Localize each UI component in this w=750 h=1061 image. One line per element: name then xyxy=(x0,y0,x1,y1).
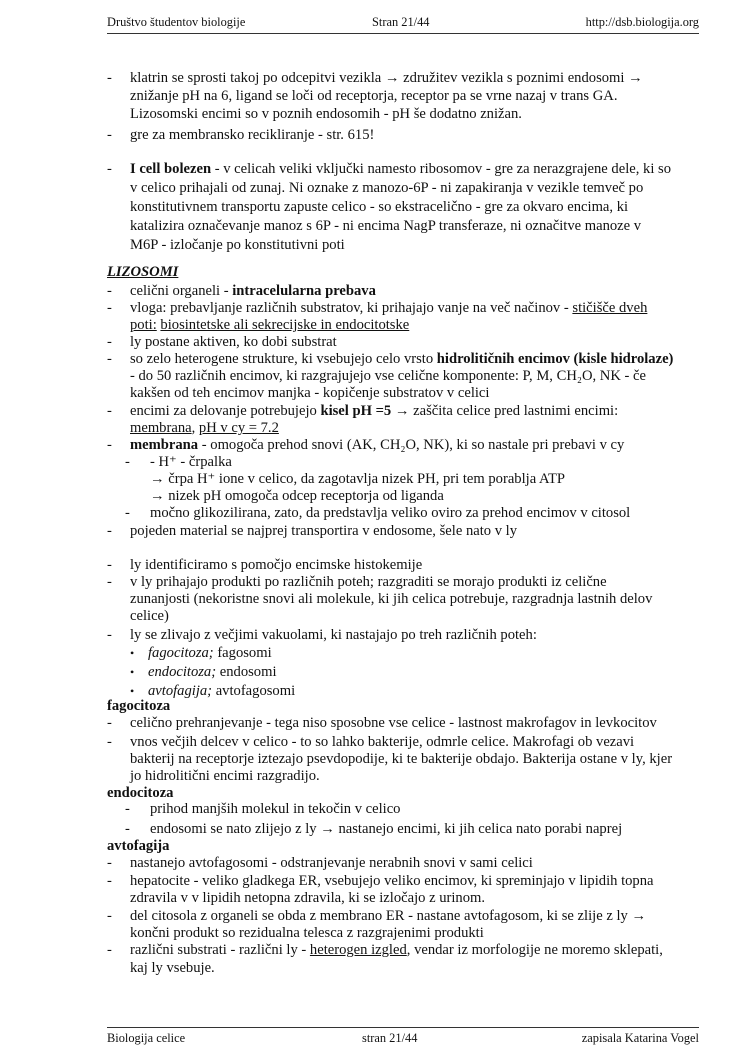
text-line: - do 50 različnih encimov, ki razgrajujejo vse celične komponente: P, M, CH₂O, NK - če xyxy=(130,368,646,384)
text-line xyxy=(130,420,750,437)
text-line: → črpa H⁺ ione v celico, da zagotavlja nizek PH, pri tem porablja ATP xyxy=(150,471,565,487)
text-line: vnos večjih delcev v celico - to so lahko bakterije, odmrle celice. Makrofagi ob vezavi xyxy=(130,734,635,750)
dash: - xyxy=(107,855,112,871)
text-line: katalizira označevanje manoz s 6P - ni encima NagP transferaze, ni označitve manoze v xyxy=(130,218,642,234)
dash: - xyxy=(107,127,112,143)
text-span: endosomi xyxy=(216,664,277,680)
text-span: fagosomi xyxy=(213,645,272,661)
header-left: Društvo študentov biologije xyxy=(107,15,246,29)
footer-center: stran 21/44 xyxy=(362,1031,418,1045)
text-line: zunanjosti (nekoristne snovi ali molekule, ki jih celica potrebuje, razgradnja lastnih delov xyxy=(130,591,653,607)
dash: - xyxy=(107,300,112,316)
dash: - xyxy=(107,715,112,731)
dash: - xyxy=(107,574,112,590)
dash: - xyxy=(107,334,112,350)
text-line: - H⁺ - črpalka xyxy=(150,454,232,470)
text-line: ly identificiramo s pomočjo encimske histokemije xyxy=(130,557,423,573)
text-line: v celico prihajali od zunaj. Ni oznake z manozo-6P - ni zapakiranja v vezikle temveč po xyxy=(130,180,644,196)
text-line xyxy=(130,317,750,334)
text-span: zaščita celice pred lastnimi encimi: xyxy=(409,403,619,419)
text-line: znižanje pH na 6, ligand se loči od receptorja, receptor pa se vrne nazaj v trans GA. xyxy=(130,88,618,104)
dash: - xyxy=(107,351,112,367)
text-line: Lizosomski encimi so v poznih endosomih - pH še dodatno znižan. xyxy=(130,106,522,122)
text-line: konstitutivnem transportu zapuste celico - so ekstracelično - gre za okvaro encima, ki xyxy=(130,199,629,215)
text-span: vloga: prebavljanje različnih substratov, ki prihajajo vanje na več načinov - xyxy=(130,300,573,316)
text-line xyxy=(130,351,750,368)
text-span: - v celicah veliki vključki namesto ribosomov - gre za nerazgrajene dele, ki so xyxy=(211,161,672,177)
text-span: avtofagija; xyxy=(148,683,213,699)
dash: - xyxy=(125,801,130,817)
dash: - xyxy=(107,70,112,86)
subheading-avtofagija: avtofagija xyxy=(107,838,170,854)
text-line xyxy=(130,283,750,300)
text-span: , xyxy=(191,420,196,436)
dash: - xyxy=(107,161,112,177)
bullet: • xyxy=(130,684,135,698)
footer-left: Biologija celice xyxy=(107,1031,186,1045)
text-line: prihod manjših molekul in tekočin v celico xyxy=(150,801,401,817)
text-span: poti: xyxy=(130,317,157,333)
header-center: Stran 21/44 xyxy=(372,15,430,29)
bullet: • xyxy=(130,665,135,679)
text-line xyxy=(130,942,750,959)
text-line: v ly prihajajo produkti po različnih poteh; razgraditi se morajo produkti iz celične xyxy=(130,574,607,590)
text-line xyxy=(130,300,750,317)
dash: - xyxy=(125,821,130,837)
page-footer xyxy=(107,1027,699,1049)
page-header xyxy=(107,15,699,34)
subheading-endocitoza: endocitoza xyxy=(107,785,174,801)
text-span: različni substrati - različni ly - xyxy=(130,942,310,958)
text-line: jo hidrolitični encimi razgradijo. xyxy=(130,768,320,784)
text-line: pojeden material se najprej transportira v endosome, šele nato v ly xyxy=(130,523,518,539)
text-line: hepatocite - veliko gladkega ER, vsebujejo veliko encimov, ki spreminjajo v lipidih topna xyxy=(130,873,654,889)
text-line: M6P - izločanje po konstitutivni poti xyxy=(130,237,345,253)
text-span: fagocitoza; xyxy=(148,645,214,661)
text-line: → nizek pH omogoča odcep receptorja od liganda xyxy=(150,488,444,504)
text-line xyxy=(148,645,750,662)
text-span: pH v cy = 7.2 xyxy=(198,420,279,436)
dash: - xyxy=(107,283,112,299)
text-line xyxy=(130,161,750,178)
text-line: endosomi se nato zlijejo z ly → nastanejo encimi, ki jih celica nato porabi naprej xyxy=(150,821,623,837)
text-line: klatrin se sprosti takoj po odcepitvi vezikla → združitev vezikla s poznimi endosomi → xyxy=(130,70,643,86)
dash: - xyxy=(107,627,112,643)
text-line: nastanejo avtofagosomi - odstranjevanje nerabnih snovi v sami celici xyxy=(130,855,533,871)
text-span: so zelo heterogene strukture, ki vsebujejo celo vrsto xyxy=(130,351,437,367)
text-span: membrana xyxy=(130,420,192,436)
footer-right: zapisala Katarina Vogel xyxy=(581,1031,699,1045)
text-span: celični organeli - xyxy=(130,283,233,299)
text-span: - omogoča prehod snovi (AK, CH₂O, NK), ki so nastale pri prebavi v cy xyxy=(198,437,625,453)
text-line: ly se zlivajo z večjimi vakuolami, ki nastajajo po treh različnih poteh: xyxy=(130,627,537,643)
dash: - xyxy=(107,437,112,453)
text-span: kisel pH =5 → xyxy=(320,403,410,419)
text-line: močno glikozilirana, zato, da predstavlja veliko oviro za prehod encimov v citosol xyxy=(150,505,631,521)
text-line: celično prehranjevanje - tega niso sposobne vse celice - lastnost makrofagov in levkocitov xyxy=(130,715,657,731)
text-line: bakterij na receptorje iztezajo psevdopodije, ki te bakterije obdajo. Bakterija ostane v ly, kjer xyxy=(130,751,673,767)
dash: - xyxy=(107,873,112,889)
text-line: gre za membransko recikliranje - str. 615! xyxy=(130,127,375,143)
text-span: , vendar iz morfologije ne moremo sklepati, xyxy=(406,942,663,958)
text-span: biosintetske ali sekrecijske in endocitotske xyxy=(160,317,410,333)
text-line: kakšen od teh encimov manjka - kopičenje substratov v celici xyxy=(130,385,490,401)
dash: - xyxy=(107,557,112,573)
dash: - xyxy=(125,505,130,521)
text-line: končni produkt so rezidualna telesca z razgrajenimi produkti xyxy=(130,925,484,941)
dash: - xyxy=(107,403,112,419)
text-span: hidrolitičnih encimov (kisle hidrolaze) xyxy=(436,351,674,367)
text-span: stičišče dveh xyxy=(572,300,648,316)
text-span: intracelularna prebava xyxy=(232,283,376,299)
text-span: encimi za delovanje potrebujejo xyxy=(130,403,321,419)
text-span: membrana xyxy=(130,437,199,453)
section-heading: LIZOSOMI xyxy=(107,264,179,280)
dash: - xyxy=(107,942,112,958)
text-line xyxy=(148,683,750,700)
text-line xyxy=(130,437,750,454)
term-i-cell: I cell bolezen xyxy=(130,161,212,177)
text-line: zdravila v v lipidih netopna zdravila, ki se izločajo z urinom. xyxy=(130,890,486,906)
text-line: del citosola z organeli se obda z membrano ER - nastane avtofagosom, ki se zlije z ly → xyxy=(130,908,647,924)
text-line xyxy=(130,403,750,420)
header-right: http://dsb.biologija.org xyxy=(585,15,699,29)
text-line xyxy=(148,664,750,681)
dash: - xyxy=(125,454,130,470)
subheading-fagocitoza: fagocitoza xyxy=(107,698,171,714)
text-line: celice) xyxy=(130,608,169,624)
dash: - xyxy=(107,734,112,750)
text-line: ly postane aktiven, ko dobi substrat xyxy=(130,334,337,350)
dash: - xyxy=(107,523,112,539)
text-span: avtofagosomi xyxy=(212,683,296,699)
text-line: kaj ly vsebuje. xyxy=(130,960,215,976)
dash: - xyxy=(107,908,112,924)
bullet: • xyxy=(130,646,135,660)
text-span: heterogen izgled xyxy=(309,942,407,958)
text-span: endocitoza; xyxy=(148,664,217,680)
